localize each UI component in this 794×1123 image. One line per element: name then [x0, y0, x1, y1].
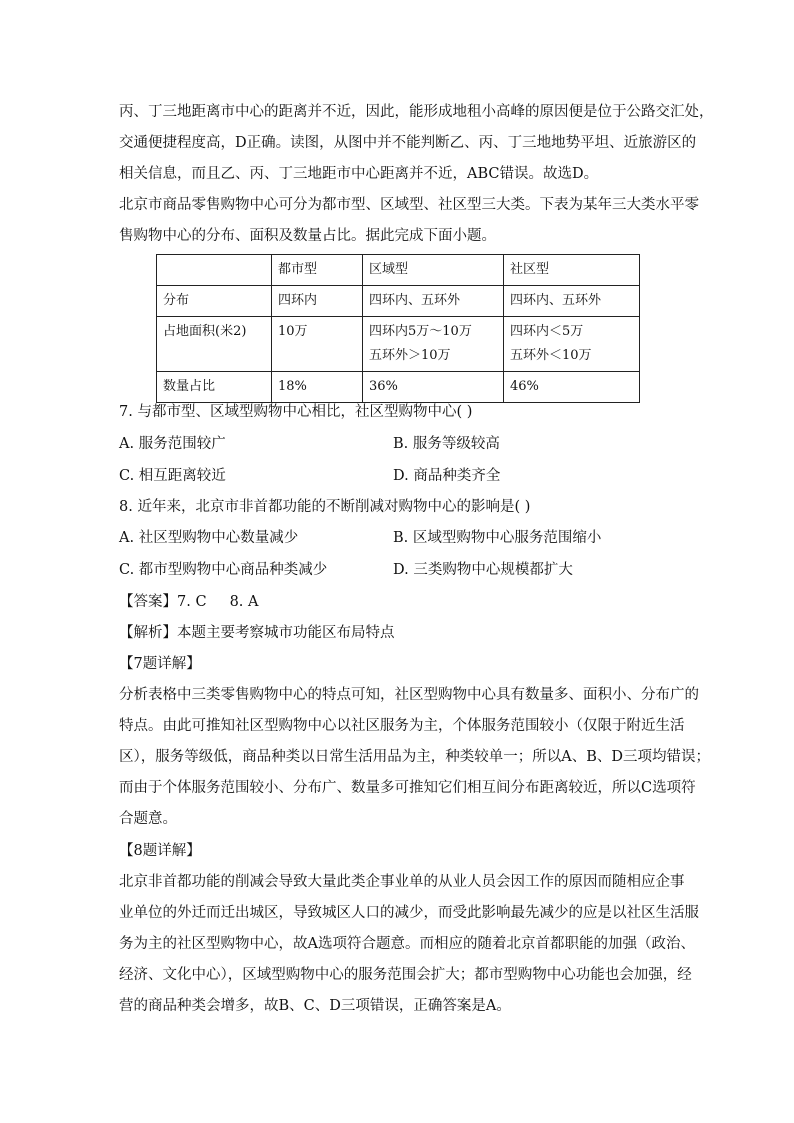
question-8-option-a: A. 社区型购物中心数量减少: [119, 530, 299, 546]
table-cell: [272, 372, 363, 403]
answer-text: 7. C 8. A: [177, 594, 259, 610]
detail-7-line: 而由于个体服务范围较小、分布广、数量多可推知它们相互间分布距离较近，所以C选项符: [119, 780, 696, 796]
table-cell: [363, 372, 504, 403]
analysis-label: 【解析】: [119, 625, 177, 641]
table-cell: [272, 317, 363, 372]
table-header-cell: 社区型: [504, 255, 640, 286]
table-row: [157, 317, 640, 372]
detail-8-heading: 【8题详解】: [119, 843, 201, 859]
table-cell: [363, 286, 504, 317]
table-cell-text: 36%: [369, 379, 398, 394]
table-row-label: 数量占比: [157, 372, 272, 403]
answer-line: [119, 592, 259, 612]
question-8-option-d: D. 三类购物中心规模都扩大: [393, 562, 573, 578]
intro-line: 相关信息，而且乙、丙、丁三地距市中心距离并不近，ABC错误。故选D。: [119, 166, 599, 182]
table-row: [157, 286, 640, 317]
detail-8-line: 业单位的外迁而迁出城区，导致城区人口的减少，而受此影响最先减少的应是以社区生活服: [119, 905, 699, 921]
detail-7-heading: 【7题详解】: [119, 656, 201, 672]
detail-7-line: 合题意。: [119, 811, 177, 827]
table-cell: [272, 286, 363, 317]
question-7-option-b: B. 服务等级较高: [393, 436, 500, 452]
question-7-option-c: C. 相互距离较近: [119, 468, 226, 484]
table-cell-text: 46%: [510, 379, 539, 394]
detail-8-line: 营的商品种类会增多，故B、C、D三项错误，正确答案是A。: [119, 998, 511, 1014]
intro-line: 北京市商品零售购物中心可分为都市型、区域型、社区型三大类。下表为某年三大类水平零: [119, 197, 699, 213]
table-row-label: 分布: [157, 286, 272, 317]
table-row-label: 占地面积(米2): [157, 317, 272, 372]
table-cell-text: 五环外＜10万: [510, 348, 592, 363]
detail-7-line: 分析表格中三类零售购物中心的特点可知，社区型购物中心具有数量多、面积小、分布广的: [119, 687, 699, 703]
table-cell-text: 四环内: [278, 293, 318, 308]
detail-8-line: 经济、文化中心），区域型购物中心的服务范围会扩大；都市型购物中心功能也会加强，经: [119, 967, 692, 983]
question-7-option-d: D. 商品种类齐全: [393, 468, 501, 484]
table-header-cell: 都市型: [272, 255, 363, 286]
detail-8-line: 北京非首都功能的削减会导致大量此类企事业单的从业人员会因工作的原因而随相应企事: [119, 874, 685, 890]
table-cell: [504, 286, 640, 317]
analysis-text: 本题主要考察城市功能区布局特点: [177, 625, 395, 641]
intro-line: 丙、丁三地距离市中心的距离并不近，因此，能形成地租小高峰的原因便是位于公路交汇处，: [119, 104, 714, 120]
table-cell-text: 五环外＞10万: [369, 348, 451, 363]
shopping-center-table: [156, 254, 640, 403]
answer-label: 【答案】: [119, 594, 177, 610]
table-cell-text: 10万: [278, 324, 308, 339]
table-cell-text: 四环内5万～10万: [369, 324, 472, 339]
table-cell-text: 四环内＜5万: [510, 324, 584, 339]
table-row: [157, 372, 640, 403]
question-8-stem: 8. 近年来，北京市非首都功能的不断削减对购物中心的影响是( ): [119, 499, 531, 515]
detail-7-line: 区），服务等级低，商品种类以日常生活用品为主，种类较单一；所以A、B、D三项均错误；: [119, 749, 710, 765]
detail-7-line: 特点。由此可推知社区型购物中心以社区服务为主，个体服务范围较小（仅限于附近生活: [119, 718, 685, 734]
question-8-option-b: B. 区域型购物中心服务范围缩小: [393, 530, 602, 546]
intro-line: 售购物中心的分布、面积及数量占比。据此完成下面小题。: [119, 228, 496, 244]
table-header-row: [157, 255, 640, 286]
table-cell: [504, 372, 640, 403]
table-header-cell: 区域型: [363, 255, 504, 286]
table-cell-text: 四环内、五环外: [510, 293, 602, 308]
table-cell-text: 四环内、五环外: [369, 293, 461, 308]
question-7-option-a: A. 服务范围较广: [119, 436, 226, 452]
table-cell: [504, 317, 640, 372]
table-cell: [363, 317, 504, 372]
table-header-cell: [157, 255, 272, 286]
detail-8-line: 务为主的社区型购物中心，故A选项符合题意。而相应的随着北京首都职能的加强（政治、: [119, 936, 695, 952]
intro-line: 交通便捷程度高，D正确。读图，从图中并不能判断乙、丙、丁三地地势平坦、近旅游区的: [119, 135, 697, 151]
analysis-line: [119, 623, 395, 643]
question-7-stem: 7. 与都市型、区域型购物中心相比，社区型购物中心( ): [119, 404, 473, 420]
table-cell-text: 18%: [278, 379, 307, 394]
question-8-option-c: C. 都市型购物中心商品种类减少: [119, 562, 328, 578]
